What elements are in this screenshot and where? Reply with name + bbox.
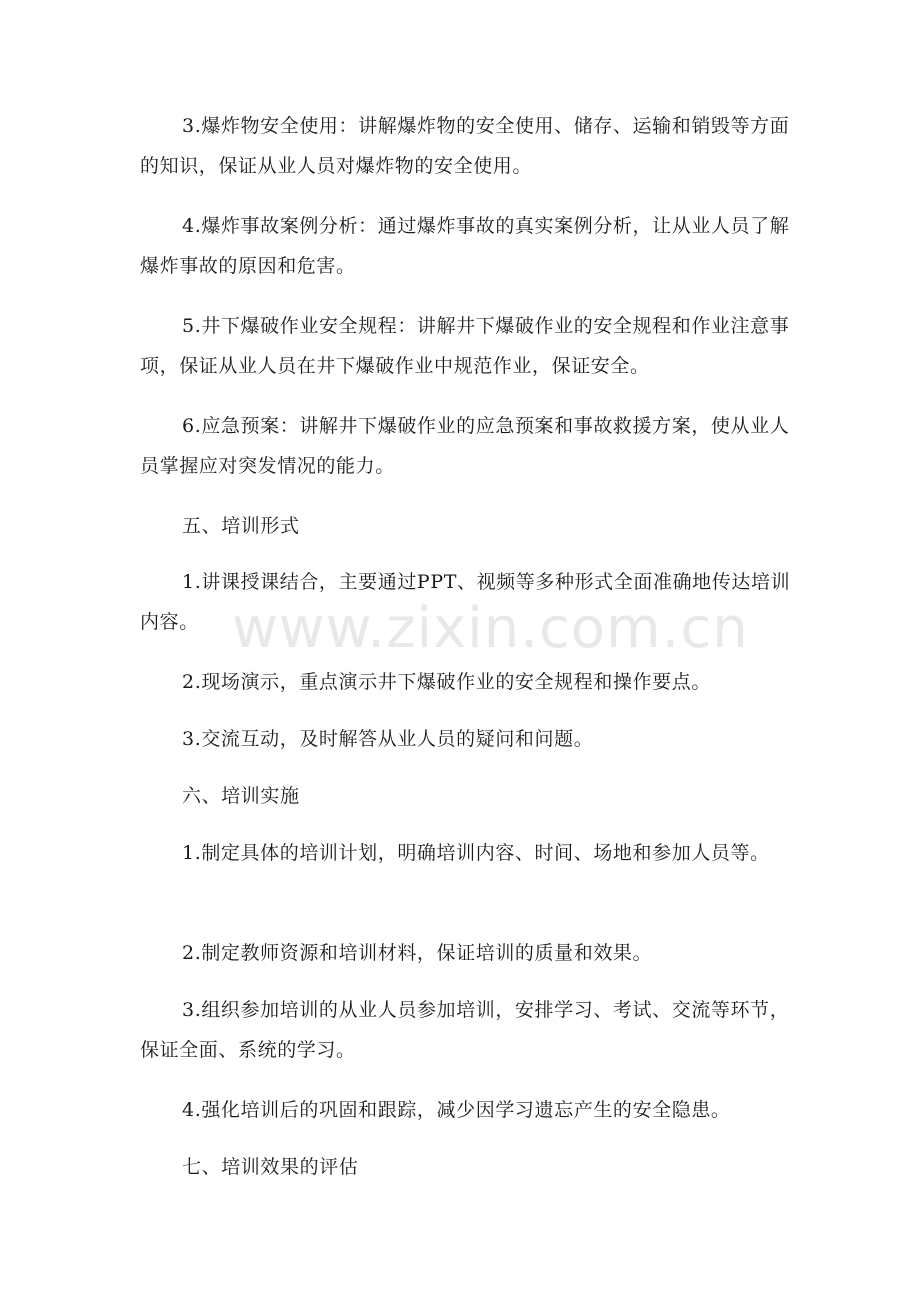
section-heading-training-implementation: 六、培训实施 — [182, 785, 300, 807]
paragraph-accident-case-analysis: 4.爆炸事故案例分析：通过爆炸事故的真实案例分析，让从业人员了解爆炸事故的原因和危害。 — [140, 215, 790, 277]
paragraph-teacher-resources: 2.制定教师资源和培训材料，保证培训的质量和效果。 — [182, 942, 653, 964]
paragraph-interaction: 3.交流互动，及时解答从业人员的疑问和问题。 — [182, 728, 594, 750]
paragraph-underground-blasting-rules: 5.井下爆破作业安全规程：讲解井下爆破作业的安全规程和作业注意事项，保证从业人员在井下爆破作业中规范作业，保证安全。 — [140, 315, 790, 377]
section-heading-training-form: 五、培训形式 — [182, 515, 300, 537]
paragraph-training-plan: 1.制定具体的培训计划，明确培训内容、时间、场地和参加人员等。 — [182, 842, 770, 864]
paragraph-lecture-combined: 1.讲课授课结合，主要通过PPT、视频等多种形式全面准确地传达培训内容。 — [140, 571, 791, 633]
paragraph-onsite-demo: 2.现场演示，重点演示井下爆破作业的安全规程和操作要点。 — [182, 671, 711, 693]
watermark: www.zixin.com.cn — [232, 596, 749, 661]
paragraph-organize-training: 3.组织参加培训的从业人员参加培训，安排学习、考试、交流等环节，保证全面、系统的学习。 — [140, 999, 790, 1061]
paragraph-emergency-plan: 6.应急预案：讲解井下爆破作业的应急预案和事故救援方案，使从业人员掌握应对突发情况的能力。 — [140, 415, 790, 477]
paragraph-explosive-safe-use: 3.爆炸物安全使用：讲解爆炸物的安全使用、储存、运输和销毁等方面的知识，保证从业人员对爆炸物的安全使用。 — [140, 115, 790, 177]
paragraph-reinforce-follow-up: 4.强化培训后的巩固和跟踪，减少因学习遗忘产生的安全隐患。 — [182, 1099, 731, 1121]
section-heading-effect-evaluation: 七、培训效果的评估 — [182, 1156, 359, 1178]
